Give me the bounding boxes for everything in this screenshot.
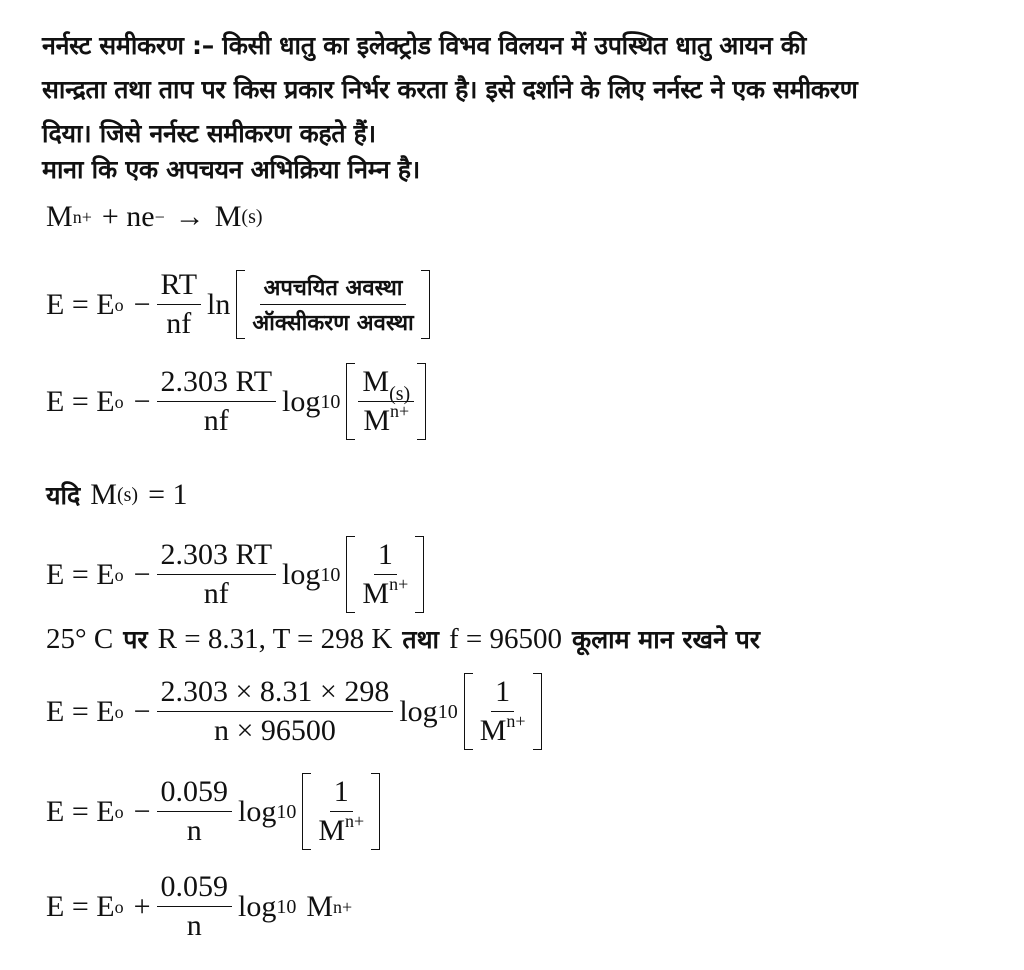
nernst-equation-simplified: E = E o − $\frac{2.303 RT}{nf}$ log 10 $\frac{1}{M^{n+}}$ <box>46 538 424 611</box>
intro-line-4: माना कि एक अपचयन अभिक्रिया निम्न है। <box>42 155 420 184</box>
intro-line-1: नर्नस्ट समीकरण :– किसी धातु का इलेक्ट्रोड विभव विलयन में उपस्थित धातु आयन की <box>42 31 807 60</box>
temperature-substitution-line: 25° C पर R = 8.31, T = 298 K तथा f = 96500 कूलाम मान रखने पर <box>46 622 760 655</box>
nernst-equation-numeric: E = E o − $\frac{2.303 \times 8.31 \times 298}{n \times 96500}$ log 10 $\frac{1}{M^{n+}}$ <box>46 675 542 748</box>
nernst-equation-log: E = E o − $\frac{2.303 RT}{nf}$ log 10 $\frac{M_{(s)}}{M^{n+}}$ <box>46 365 426 438</box>
nernst-equation-final: E = E o + $\frac{0.059}{n}$ log 10 M n+ <box>46 870 353 942</box>
reduction-reaction: M n+ + ne − → M (s) <box>46 200 263 233</box>
condition-line: यदि M (s) = 1 <box>46 478 188 511</box>
nernst-equation-ln: E = E o − $\frac{RT}{nf}$ ln $\frac{\text{अपचयित अवस्था}}{\text{ऑक्सीकरण अवस्था}}$ <box>46 268 430 341</box>
intro-line-2: सान्द्रता तथा ताप पर किस प्रकार निर्भर करता है। इसे दर्शाने के लिए नर्नस्ट ने एक समीकरण <box>42 75 858 104</box>
intro-line-3: दिया। जिसे नर्नस्ट समीकरण कहते हैं। <box>42 119 376 148</box>
nernst-equation-0059-minus: E = E o − $\frac{0.059}{n}$ log 10 $\frac{1}{M^{n+}}$ <box>46 775 380 848</box>
